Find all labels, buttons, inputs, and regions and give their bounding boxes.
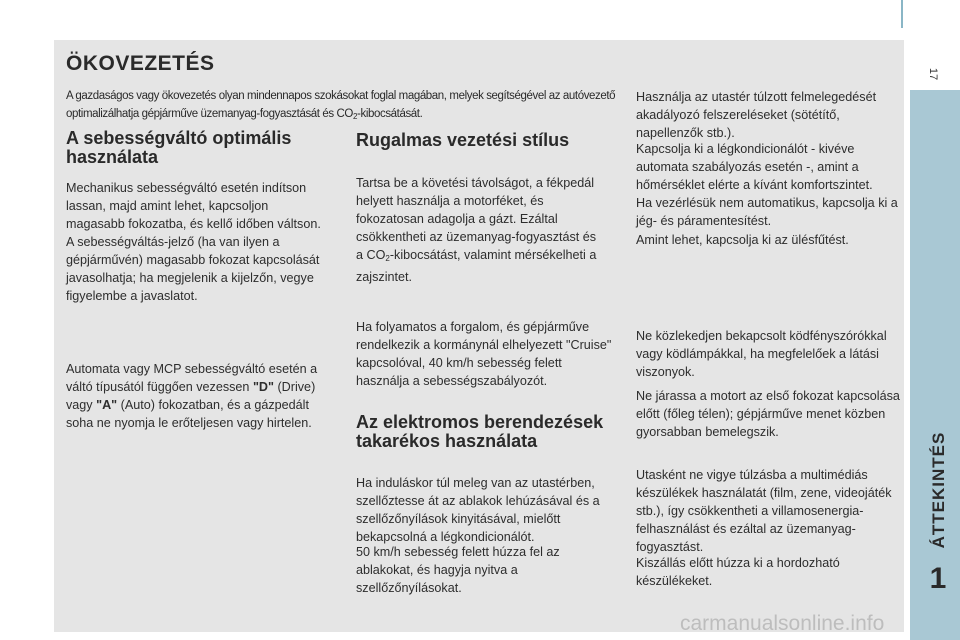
seat-heating-paragraph: Amint lehet, kapcsolja ki az ülésfűtést. xyxy=(636,233,849,247)
unplug-devices-paragraph: Kiszállás előtt húzza ki a hordozható készülékeket. xyxy=(636,556,840,588)
section-heading-electrical: Az elektromos berendezések takarékos használata xyxy=(356,412,604,451)
fog-lights-paragraph: Ne közlekedjen bekapcsolt ködfényszórókkal vagy ködlámpákkal, ha megfelelőek a látási viszonyok. xyxy=(636,329,887,379)
chapter-title-text: ÁTTEKINTÉS xyxy=(929,431,948,549)
top-divider-line xyxy=(901,0,903,28)
chapter-title xyxy=(925,420,953,560)
defrost-paragraph: Ha vezérlésük nem automatikus, kapcsolja ki a jég- és páramentesítést. xyxy=(636,196,898,228)
intro-text: A gazdaságos vagy ökovezetés olyan mindennapos szokásokat foglal magában, melyek segítségével az autóvezető optimalizálhatja gépjárműve üzemanyag-fogyasztását és $CO_2$-kibocsátását. xyxy=(66,90,616,121)
chapter-number: 1 xyxy=(929,562,947,595)
page-number: 17 xyxy=(927,67,939,81)
ventilation-paragraph: Ha induláskor túl meleg van az utastérben, szellőztesse át az ablakok lehúzásával és a szellőzőnyílások kinyitásával, mielőtt bekapcsolná a légkondicionálót. xyxy=(356,476,600,544)
section-heading-gearbox: A sebességváltó optimális használata xyxy=(66,128,292,167)
windows-paragraph: 50 km/h sebesség felett húzza fel az ablakokat, és hagyja nyitva a szellőzőnyílásokat. xyxy=(356,545,560,595)
watermark: carmanualsonline.info xyxy=(680,612,885,635)
engine-warmup-paragraph: Ne járassa a motort az első fokozat kapcsolása előtt (főleg télen); gépjárműve menet közben gyorsabban bemelegszik. xyxy=(636,389,900,439)
gearbox-automatic-paragraph: Automata vagy MCP sebességváltó esetén a váltó típusától függően vezessen "D" (Drive) vagy "A" (Auto) fokozatban, és a gázpedált soha ne nyomja le erőteljesen vagy hirtelen. xyxy=(66,362,318,430)
page-title: ÖKOVEZETÉS xyxy=(66,52,215,75)
multimedia-paragraph: Utasként ne vigye túlzásba a multimédiás készülékek használatát (film, zene, videojáték stb.), így csökkentheti a villamosenergia-felhasználást és ezáltal az üzemanyag-fogyasztást. xyxy=(636,468,892,554)
gearbox-manual-paragraph: Mechanikus sebességváltó esetén indítson lassan, majd amint lehet, kapcsoljon magasabb fokozatba, és kellő időben váltson. A sebességváltás-jelző (ha van ilyen a gépjárművén) magasabb fokozat kapcsolását javasolhatja; ha megjelenik a kijelzőn, vegye figyelembe a javaslatot. xyxy=(66,181,321,303)
section-heading-driving-style: Rugalmas vezetési stílus xyxy=(356,130,570,150)
sunshade-paragraph: Használja az utastér túlzott felmelegedését akadályozó felszereléseket (sötétítő, napellenzők stb.). xyxy=(636,90,877,140)
cruise-control-paragraph: Ha folyamatos a forgalom, és gépjárműve rendelkezik a kormánynál elhelyezett "Cruise" kapcsolóval, 40 km/h sebesség felett használja a sebességszabályozót. xyxy=(356,320,612,388)
ac-off-paragraph: Kapcsolja ki a légkondicionálót - kivéve automata szabályozás esetén -, amint a hőmérséklet elérte a kívánt komfortszintet. xyxy=(636,142,873,192)
driving-style-paragraph: Tartsa be a követési távolságot, a fékpedál helyett használja a motorféket, és fokozatosan adagolja a gázt. Ezáltal csökkentheti az üzemanyag-fogyasztást és a $CO_2$-kibocsátást, valamint mérsékelheti a zajszintet. xyxy=(356,176,597,284)
